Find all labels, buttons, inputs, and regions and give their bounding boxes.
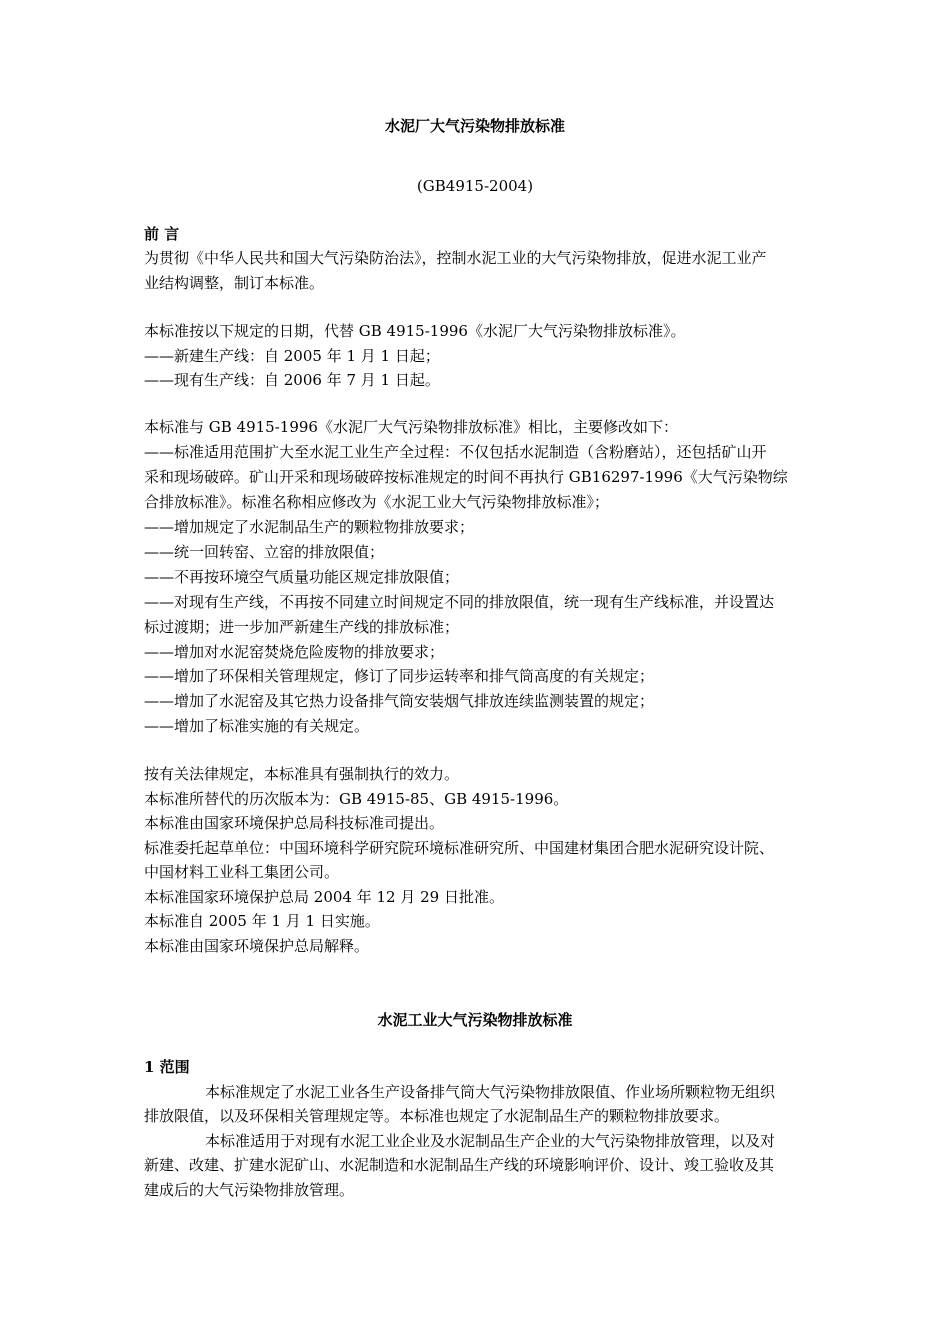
paragraph-line: 合排放标准》。标准名称相应修改为《水泥工业大气污染物排放标准》；: [144, 493, 610, 511]
paragraph-line: ——对现有生产线，不再按不同建立时间规定不同的排放限值，统一现有生产线标准，并设置达: [144, 593, 775, 611]
paragraph-line: 按有关法律规定，本标准具有强制执行的效力。: [144, 765, 460, 783]
paragraph-line: 本标准国家环境保护总局 2004 年 12 月 29 日批准。: [144, 888, 504, 906]
section-line: 建成后的大气污染物排放管理。: [144, 1181, 355, 1199]
paragraph-line: ——增加了环保相关管理规定，修订了同步运转率和排气筒高度的有关规定；: [144, 667, 655, 685]
paragraph-line: ——增加了标准实施的有关规定。: [144, 717, 370, 735]
paragraph-line: 本标准按以下规定的日期，代替 GB 4915-1996《水泥厂大气污染物排放标准》。: [144, 322, 686, 340]
paragraph-line: 本标准自 2005 年 1 月 1 日实施。: [144, 912, 380, 930]
paragraph-line: ——增加对水泥窑焚烧危险废物的排放要求；: [144, 643, 445, 661]
paragraph-line: ——统一回转窑、立窑的排放限值；: [144, 543, 385, 561]
foreword-heading: 前 言: [144, 225, 180, 243]
paragraph-line: 标准委托起草单位：中国环境科学研究院环境标准研究所、中国建材集团合肥水泥研究设计院、: [144, 839, 775, 857]
standard-code: (GB4915-2004): [416, 177, 534, 195]
paragraph-line: 本标准与 GB 4915-1996《水泥厂大气污染物排放标准》相比，主要修改如下：: [144, 418, 678, 436]
paragraph-line: ——增加规定了水泥制品生产的颗粒物排放要求；: [144, 518, 475, 536]
paragraph-line: 业结构调整，制订本标准。: [144, 274, 325, 292]
paragraph-line: ——新建生产线：自 2005 年 1 月 1 日起；: [144, 347, 440, 365]
standard-title: 水泥工业大气污染物排放标准: [377, 1011, 573, 1029]
paragraph-line: 本标准由国家环境保护总局解释。: [144, 937, 370, 955]
paragraph-line: ——不再按环境空气质量功能区规定排放限值；: [144, 568, 460, 586]
paragraph-line: ——标准适用范围扩大至水泥工业生产全过程：不仅包括水泥制造（含粉磨站），还包括矿山开: [144, 443, 767, 461]
document-title: 水泥厂大气污染物排放标准: [384, 117, 565, 135]
paragraph-line: 本标准由国家环境保护总局科技标准司提出。: [144, 814, 445, 832]
section-line: 本标准规定了水泥工业各生产设备排气筒大气污染物排放限值、作业场所颗粒物无组织: [205, 1083, 776, 1101]
paragraph-line: ——增加了水泥窑及其它热力设备排气筒安装烟气排放连续监测装置的规定；: [144, 692, 655, 710]
paragraph-line: ——现有生产线：自 2006 年 7 月 1 日起。: [144, 371, 440, 389]
paragraph-line: 为贯彻《中华人民共和国大气污染防治法》，控制水泥工业的大气污染物排放，促进水泥工业产: [144, 249, 767, 267]
paragraph-line: 本标准所替代的历次版本为：GB 4915-85、GB 4915-1996。: [144, 790, 569, 808]
section-heading: 1 范围: [144, 1058, 190, 1076]
section-line: 新建、改建、扩建水泥矿山、水泥制造和水泥制品生产线的环境影响评价、设计、竣工验收及其: [144, 1156, 775, 1174]
paragraph-line: 中国材料工业科工集团公司。: [144, 863, 340, 881]
paragraph-line: 采和现场破碎。矿山开采和现场破碎按标准规定的时间不再执行 GB16297-1996《大气污染物综: [144, 468, 788, 486]
section-line: 排放限值，以及环保相关管理规定等。本标准也规定了水泥制品生产的颗粒物排放要求。: [144, 1107, 730, 1125]
paragraph-line: 标过渡期；进一步加严新建生产线的排放标准；: [144, 618, 460, 636]
section-line: 本标准适用于对现有水泥工业企业及水泥制品生产企业的大气污染物排放管理，以及对: [205, 1132, 776, 1150]
